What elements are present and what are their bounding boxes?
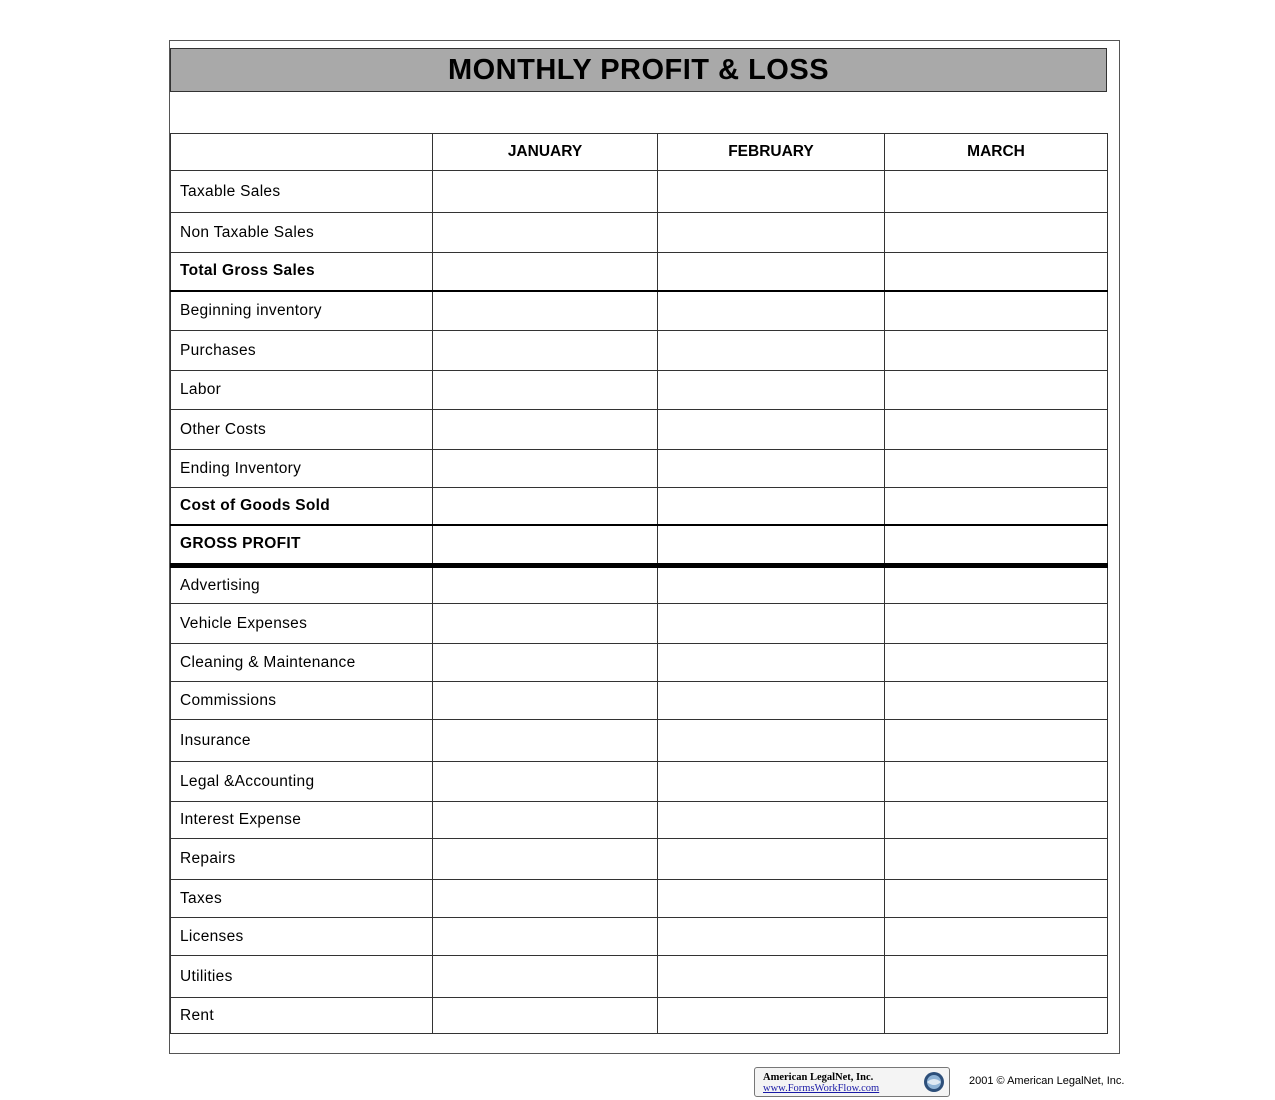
cell-january[interactable] bbox=[433, 450, 658, 488]
row-label: Beginning inventory bbox=[171, 291, 433, 331]
row-label: Non Taxable Sales bbox=[171, 213, 433, 253]
cell-march[interactable] bbox=[885, 525, 1108, 566]
cell-january[interactable] bbox=[433, 331, 658, 371]
row-label: Labor bbox=[171, 371, 433, 410]
row-label: Purchases bbox=[171, 331, 433, 371]
cell-february[interactable] bbox=[658, 956, 885, 998]
cell-march[interactable] bbox=[885, 839, 1108, 880]
table-row bbox=[171, 762, 1108, 802]
copyright-text: 2001 © American LegalNet, Inc. bbox=[969, 1075, 1125, 1087]
globe-icon bbox=[923, 1071, 945, 1093]
cell-january[interactable] bbox=[433, 604, 658, 644]
cell-february[interactable] bbox=[658, 331, 885, 371]
american-legalnet-logo bbox=[754, 1067, 950, 1097]
row-label: Licenses bbox=[171, 918, 433, 956]
cell-january[interactable] bbox=[433, 802, 658, 839]
cell-february[interactable] bbox=[658, 213, 885, 253]
cell-march[interactable] bbox=[885, 566, 1108, 604]
cell-march[interactable] bbox=[885, 998, 1108, 1034]
cell-january[interactable] bbox=[433, 998, 658, 1034]
cell-february[interactable] bbox=[658, 488, 885, 525]
row-label: Taxable Sales bbox=[171, 171, 433, 213]
table-row bbox=[171, 802, 1108, 839]
cell-february[interactable] bbox=[658, 918, 885, 956]
cell-march[interactable] bbox=[885, 410, 1108, 450]
cell-february[interactable] bbox=[658, 604, 885, 644]
cell-february[interactable] bbox=[658, 880, 885, 918]
cell-january[interactable] bbox=[433, 525, 658, 566]
header-january: JANUARY bbox=[433, 134, 658, 171]
logo-url-link[interactable]: www.FormsWorkFlow.com bbox=[763, 1083, 880, 1094]
cell-february[interactable] bbox=[658, 644, 885, 682]
cell-march[interactable] bbox=[885, 604, 1108, 644]
row-label: Insurance bbox=[171, 720, 433, 762]
row-label: GROSS PROFIT bbox=[171, 525, 433, 566]
cell-march[interactable] bbox=[885, 682, 1108, 720]
cell-march[interactable] bbox=[885, 720, 1108, 762]
row-label: Cleaning & Maintenance bbox=[171, 644, 433, 682]
cell-february[interactable] bbox=[658, 839, 885, 880]
cell-march[interactable] bbox=[885, 253, 1108, 291]
cell-february[interactable] bbox=[658, 371, 885, 410]
cell-january[interactable] bbox=[433, 253, 658, 291]
pnl-table-wrapper bbox=[170, 133, 1107, 1034]
cell-january[interactable] bbox=[433, 918, 658, 956]
cell-january[interactable] bbox=[433, 171, 658, 213]
table-row bbox=[171, 253, 1108, 291]
cell-february[interactable] bbox=[658, 720, 885, 762]
cell-january[interactable] bbox=[433, 291, 658, 331]
table-row bbox=[171, 410, 1108, 450]
table-row bbox=[171, 213, 1108, 253]
cell-january[interactable] bbox=[433, 956, 658, 998]
header-february: FEBRUARY bbox=[658, 134, 885, 171]
row-label: Interest Expense bbox=[171, 802, 433, 839]
cell-january[interactable] bbox=[433, 488, 658, 525]
table-row bbox=[171, 998, 1108, 1034]
cell-january[interactable] bbox=[433, 371, 658, 410]
header-row bbox=[171, 134, 1108, 171]
table-row bbox=[171, 682, 1108, 720]
table-row bbox=[171, 171, 1108, 213]
cell-january[interactable] bbox=[433, 762, 658, 802]
row-label: Taxes bbox=[171, 880, 433, 918]
row-label: Advertising bbox=[171, 566, 433, 604]
cell-january[interactable] bbox=[433, 566, 658, 604]
cell-march[interactable] bbox=[885, 331, 1108, 371]
table-row bbox=[171, 918, 1108, 956]
cell-march[interactable] bbox=[885, 488, 1108, 525]
row-label: Rent bbox=[171, 998, 433, 1034]
row-label: Legal &Accounting bbox=[171, 762, 433, 802]
cell-march[interactable] bbox=[885, 171, 1108, 213]
row-label: Total Gross Sales bbox=[171, 253, 433, 291]
cell-february[interactable] bbox=[658, 450, 885, 488]
row-label: Ending Inventory bbox=[171, 450, 433, 488]
pnl-body bbox=[171, 171, 1108, 1034]
table-row bbox=[171, 331, 1108, 371]
row-label: Commissions bbox=[171, 682, 433, 720]
table-row bbox=[171, 720, 1108, 762]
row-label: Utilities bbox=[171, 956, 433, 998]
form-title: MONTHLY PROFIT & LOSS bbox=[170, 48, 1107, 92]
logo-name: American LegalNet, Inc. bbox=[763, 1072, 874, 1083]
table-row bbox=[171, 839, 1108, 880]
cell-february[interactable] bbox=[658, 762, 885, 802]
cell-march[interactable] bbox=[885, 880, 1108, 918]
header-blank bbox=[171, 134, 433, 171]
cell-january[interactable] bbox=[433, 644, 658, 682]
row-label: Other Costs bbox=[171, 410, 433, 450]
cell-march[interactable] bbox=[885, 291, 1108, 331]
cell-march[interactable] bbox=[885, 802, 1108, 839]
table-row bbox=[171, 956, 1108, 998]
cell-january[interactable] bbox=[433, 682, 658, 720]
table-row bbox=[171, 644, 1108, 682]
header-march: MARCH bbox=[885, 134, 1108, 171]
table-row bbox=[171, 880, 1108, 918]
cell-january[interactable] bbox=[433, 410, 658, 450]
cell-january[interactable] bbox=[433, 720, 658, 762]
cell-january[interactable] bbox=[433, 839, 658, 880]
cell-february[interactable] bbox=[658, 171, 885, 213]
pnl-table bbox=[170, 133, 1108, 1034]
cell-february[interactable] bbox=[658, 410, 885, 450]
row-label: Cost of Goods Sold bbox=[171, 488, 433, 525]
row-label: Repairs bbox=[171, 839, 433, 880]
table-row bbox=[171, 371, 1108, 410]
cell-january[interactable] bbox=[433, 880, 658, 918]
table-row bbox=[171, 488, 1108, 525]
cell-march[interactable] bbox=[885, 956, 1108, 998]
cell-march[interactable] bbox=[885, 450, 1108, 488]
cell-february[interactable] bbox=[658, 802, 885, 839]
cell-march[interactable] bbox=[885, 371, 1108, 410]
cell-february[interactable] bbox=[658, 291, 885, 331]
table-row bbox=[171, 604, 1108, 644]
cell-february[interactable] bbox=[658, 525, 885, 566]
table-row bbox=[171, 450, 1108, 488]
cell-march[interactable] bbox=[885, 918, 1108, 956]
cell-march[interactable] bbox=[885, 213, 1108, 253]
cell-february[interactable] bbox=[658, 998, 885, 1034]
row-label: Vehicle Expenses bbox=[171, 604, 433, 644]
cell-january[interactable] bbox=[433, 213, 658, 253]
table-row bbox=[171, 566, 1108, 604]
cell-february[interactable] bbox=[658, 566, 885, 604]
cell-march[interactable] bbox=[885, 644, 1108, 682]
cell-february[interactable] bbox=[658, 682, 885, 720]
table-row bbox=[171, 291, 1108, 331]
cell-february[interactable] bbox=[658, 253, 885, 291]
cell-march[interactable] bbox=[885, 762, 1108, 802]
table-row bbox=[171, 525, 1108, 566]
